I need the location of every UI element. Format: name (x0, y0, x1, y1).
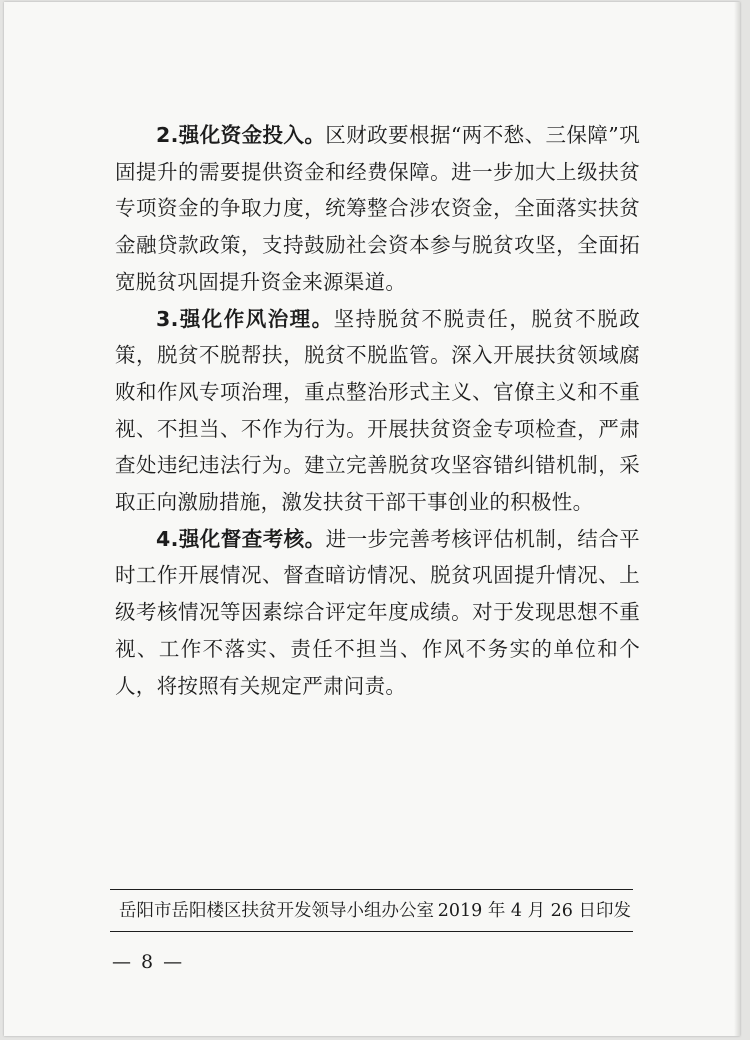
paragraph-text: 坚持脱贫不脱责任，脱贫不脱政策，脱贫不脱帮扶，脱贫不脱监管。深入开展扶贫领域腐败和作风专项治理，重点整治形式主义、官僚主义和不重视、不担当、不作为行为。开展扶贫资金专项检查，严肃查处违纪违法行为。建立完善脱贫攻坚容错纠错机制，采取正向激励措施，激发扶贫干部干事创业的积极性。 (115, 306, 640, 515)
paragraph-supervision (115, 521, 640, 705)
paragraph-heading: 3.强化作风治理。 (156, 306, 334, 331)
paragraph-work-style (115, 301, 640, 521)
footer-bottom-rule (110, 931, 633, 932)
issue-date: 2019 年 4 月 26 日印发 (437, 901, 631, 921)
paragraph-funding (115, 117, 640, 301)
document-body (115, 117, 640, 704)
paragraph-heading: 2.强化资金投入。 (156, 123, 326, 147)
paragraph-text: 区财政要根据“两不愁、三保障”巩固提升的需要提供资金和经费保障。进一步加大上级扶贫专项资金的争取力度，统筹整合涉农资金，全面落实扶贫金融贷款政策，支持鼓励社会资本参与脱贫攻坚，全面拓宽脱贫巩固提升资金来源渠道。 (115, 123, 640, 294)
page-number: — 8 — (112, 951, 185, 973)
paragraph-text: 进一步完善考核评估机制，结合平时工作开展情况、督查暗访情况、脱贫巩固提升情况、上级考核情况等因素综合评定年度成绩。对于发现思想不重视、工作不落实、责任不担当、作风不务实的单位和个人，将按照有关规定严肃问责。 (115, 526, 640, 698)
issuing-office: 岳阳市岳阳楼区扶贫开发领导小组办公室 (119, 901, 434, 921)
page-edge-shadow (734, 2, 740, 1036)
paragraph-heading: 4.强化督查考核。 (156, 526, 326, 551)
footer-top-rule (110, 889, 633, 890)
